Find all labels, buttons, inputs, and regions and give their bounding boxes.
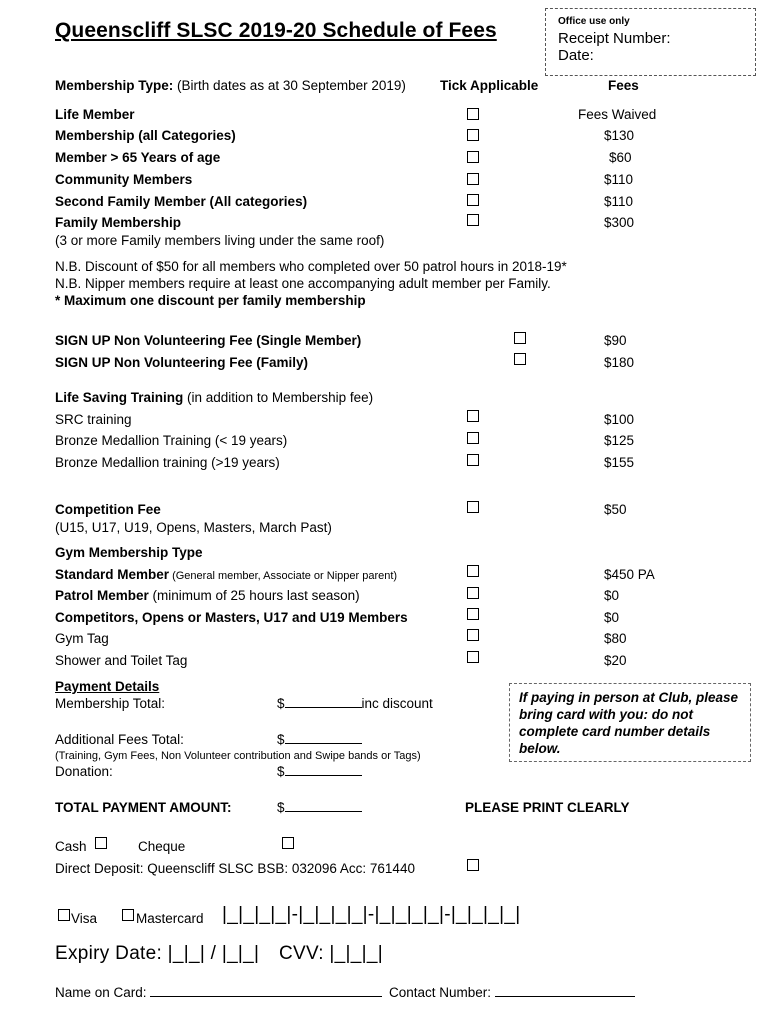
gym-tag-checkbox[interactable]: [467, 629, 479, 641]
contact-number-label: Contact Number:: [389, 985, 492, 1000]
fees-header: Fees: [608, 78, 639, 93]
membership-fee: $110: [604, 194, 634, 209]
family-membership-checkbox[interactable]: [467, 214, 479, 226]
gym-patrol-fee: $0: [604, 588, 620, 603]
signup-single-checkbox[interactable]: [514, 332, 526, 344]
lifesaving-header: [55, 390, 373, 406]
membership-label: Community Members: [55, 172, 193, 187]
gym-heading: Gym Membership Type: [55, 545, 203, 560]
gym-patrol-checkbox[interactable]: [467, 587, 479, 599]
tick-applicable-header: Tick Applicable: [440, 78, 539, 93]
bronze-under-19-checkbox[interactable]: [467, 432, 479, 444]
signup-label: SIGN UP Non Volunteering Fee (Single Member): [55, 333, 362, 348]
cvv-field[interactable]: CVV: |_|_|_|: [279, 943, 383, 964]
shower-tag-label: Shower and Toilet Tag: [55, 653, 188, 668]
donation-label: Donation:: [55, 764, 113, 779]
signup-fee: $180: [604, 355, 635, 370]
training-label: SRC training: [55, 412, 132, 427]
cash-checkbox[interactable]: [95, 837, 107, 849]
membership-total-row: [277, 696, 433, 712]
dollar-sign: $: [277, 764, 285, 779]
gym-standard-note: (General member, Associate or Nipper parent): [169, 570, 398, 582]
page-title: Queenscliff SLSC 2019-20 Schedule of Fees: [55, 19, 497, 42]
signup-family-checkbox[interactable]: [514, 353, 526, 365]
payment-heading: Payment Details: [55, 679, 160, 694]
direct-deposit-label: Direct Deposit: Queenscliff SLSC BSB: 032096 Acc: 761440: [55, 861, 415, 876]
membership-label: Member > 65 Years of age: [55, 150, 221, 165]
gym-competitors-fee: $0: [604, 610, 620, 625]
membership-label: Membership (all Categories): [55, 128, 236, 143]
additional-fees-label: Additional Fees Total:: [55, 732, 184, 747]
mastercard-label: Mastercard: [136, 911, 204, 926]
total-payment-label: TOTAL PAYMENT AMOUNT:: [55, 800, 232, 815]
membership-fee: Fees Waived: [578, 107, 657, 122]
gym-competitors-label: Competitors, Opens or Masters, U17 and U19 Members: [55, 610, 408, 625]
office-use-heading: Office use only: [558, 16, 630, 27]
training-label: Bronze Medallion Training (< 19 years): [55, 433, 288, 448]
expiry-date-field[interactable]: Expiry Date: |_|_| / |_|_|: [55, 943, 260, 964]
training-fee: $125: [604, 433, 635, 448]
signup-label: SIGN UP Non Volunteering Fee (Family): [55, 355, 309, 370]
family-note: (3 or more Family members living under the same roof): [55, 233, 385, 248]
membership-total-label: Membership Total:: [55, 696, 166, 711]
nb-max-discount-note: * Maximum one discount per family membership: [55, 293, 366, 308]
membership-fee: $60: [609, 150, 632, 165]
gym-patrol-label: Patrol Member: [55, 588, 149, 603]
life-member-checkbox[interactable]: [467, 108, 479, 120]
card-number-field[interactable]: |_|_|_|_|-|_|_|_|_|-|_|_|_|_|-|_|_|_|_|: [222, 904, 521, 925]
lifesaving-heading-note: (in addition to Membership fee): [183, 390, 374, 405]
dollar-sign: $: [277, 732, 285, 747]
contact-number-row: [389, 985, 635, 1001]
office-use-box: [545, 8, 756, 76]
membership-label: Life Member: [55, 107, 135, 122]
training-fee: $100: [604, 412, 635, 427]
in-person-note-box: [509, 683, 751, 762]
membership-all-checkbox[interactable]: [467, 129, 479, 141]
name-on-card-label: Name on Card:: [55, 985, 147, 1000]
membership-fee: $110: [604, 172, 634, 187]
gym-standard-row: [55, 567, 397, 584]
competition-note: (U15, U17, U19, Opens, Masters, March Past): [55, 520, 332, 535]
contact-number-field[interactable]: [495, 996, 635, 997]
shower-tag-checkbox[interactable]: [467, 651, 479, 663]
nb-nipper-note: N.B. Nipper members require at least one accompanying adult member per Family.: [55, 276, 551, 291]
shower-tag-fee: $20: [604, 653, 627, 668]
cash-label: Cash: [55, 839, 87, 854]
competition-checkbox[interactable]: [467, 501, 479, 513]
name-on-card-row: [55, 985, 382, 1001]
signup-fee: $90: [604, 333, 627, 348]
membership-type-note: (Birth dates as at 30 September 2019): [173, 78, 406, 93]
member-over-65-checkbox[interactable]: [467, 151, 479, 163]
donation-row: [277, 764, 362, 780]
gym-tag-label: Gym Tag: [55, 631, 109, 646]
print-clearly-label: PLEASE PRINT CLEARLY: [465, 800, 630, 815]
dollar-sign: $: [277, 696, 285, 711]
training-label: Bronze Medallion training (>19 years): [55, 455, 280, 470]
cheque-label: Cheque: [138, 839, 186, 854]
training-fee: $155: [604, 455, 635, 470]
src-training-checkbox[interactable]: [467, 410, 479, 422]
membership-fee: $130: [604, 128, 635, 143]
gym-tag-fee: $80: [604, 631, 627, 646]
membership-fee: $300: [604, 215, 635, 230]
additional-fees-row: [277, 732, 362, 748]
membership-label: Second Family Member (All categories): [55, 194, 308, 209]
community-members-checkbox[interactable]: [467, 173, 479, 185]
gym-standard-checkbox[interactable]: [467, 565, 479, 577]
visa-checkbox[interactable]: [58, 909, 70, 921]
bronze-over-19-checkbox[interactable]: [467, 454, 479, 466]
visa-label: Visa: [71, 911, 98, 926]
gym-standard-label: Standard Member: [55, 567, 170, 582]
cheque-checkbox[interactable]: [282, 837, 294, 849]
gym-patrol-row: [55, 588, 360, 604]
membership-label: Family Membership: [55, 215, 182, 230]
membership-type-header: [55, 78, 406, 94]
dollar-sign: $: [277, 800, 285, 815]
date-label: Date:: [558, 47, 594, 64]
second-family-checkbox[interactable]: [467, 194, 479, 206]
competition-fee: $50: [604, 502, 627, 517]
inc-discount-label: inc discount: [361, 696, 433, 711]
gym-patrol-note: (minimum of 25 hours last season): [148, 588, 360, 603]
competition-label: Competition Fee: [55, 502, 161, 517]
gym-standard-fee: $450 PA: [604, 567, 655, 582]
name-on-card-field[interactable]: [150, 996, 382, 997]
membership-type-label: Membership Type:: [55, 78, 174, 93]
in-person-note: If paying in person at Club, please bring card with you: do not complete card number details below.: [519, 690, 739, 756]
additional-fees-note: (Training, Gym Fees, Non Volunteer contribution and Swipe bands or Tags): [55, 750, 421, 762]
total-payment-field[interactable]: [285, 811, 362, 812]
mastercard-checkbox[interactable]: [122, 909, 134, 921]
lifesaving-heading: Life Saving Training: [55, 390, 184, 405]
nb-discount-note: N.B. Discount of $50 for all members who completed over 50 patrol hours in 2018-19*: [55, 259, 567, 274]
direct-deposit-checkbox[interactable]: [467, 859, 479, 871]
receipt-number-label: Receipt Number:: [558, 30, 671, 47]
additional-fees-field[interactable]: [285, 743, 362, 744]
membership-total-field[interactable]: [285, 707, 362, 708]
gym-competitors-checkbox[interactable]: [467, 608, 479, 620]
donation-field[interactable]: [285, 775, 362, 776]
total-payment-row: [277, 800, 362, 816]
